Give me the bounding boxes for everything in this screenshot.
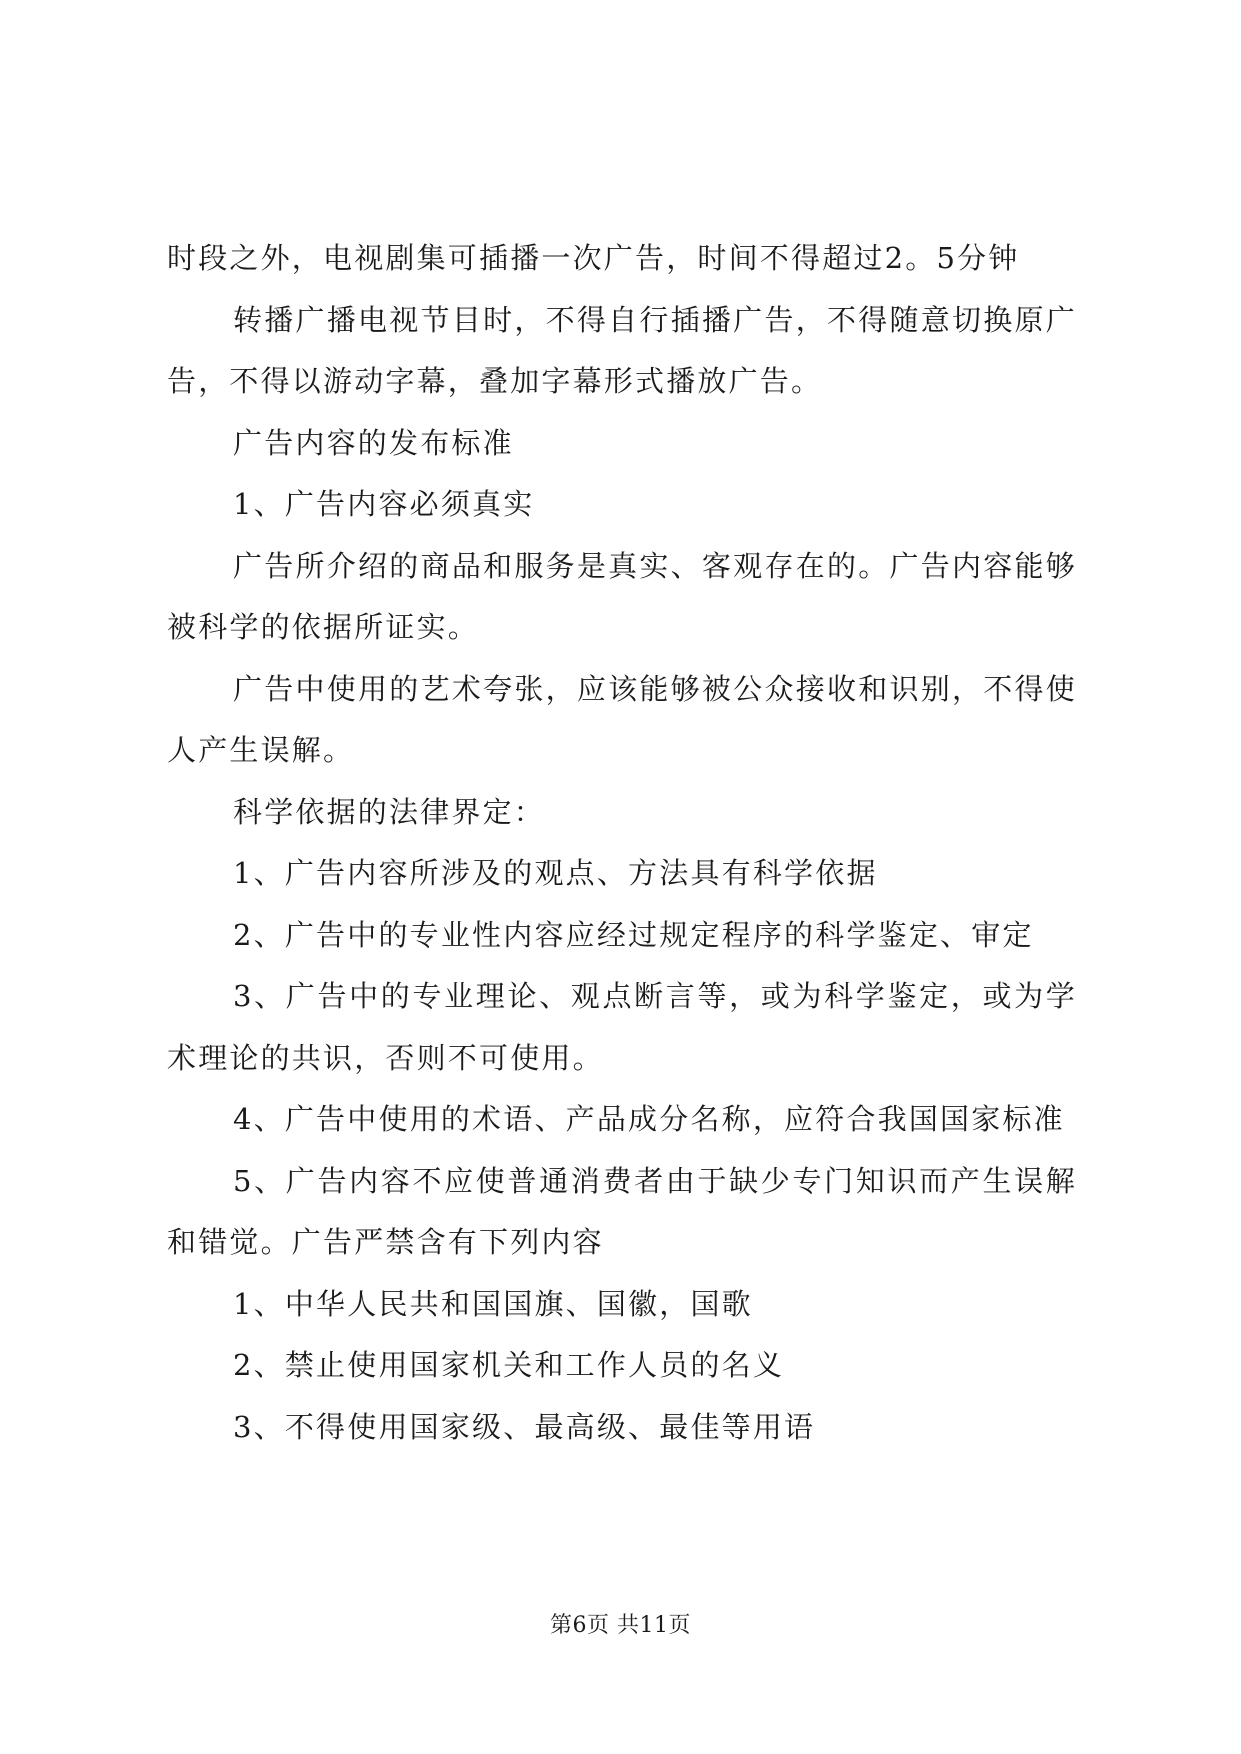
list-item: 3、广告中的专业理论、观点断言等，或为科学鉴定，或为学术理论的共识，否则不可使用。 [167,979,1077,1075]
list-item: 5、广告内容不应使普通消费者由于缺少专门知识而产生误解和错觉。广告严禁含有下列内容 [167,1163,1077,1259]
section-heading: 广告内容的发布标准 [233,425,514,460]
paragraph: 广告所介绍的商品和服务是真实、客观存在的。广告内容能够被科学的依据所证实。 [167,548,1077,644]
list-item: 3、不得使用国家级、最高级、最佳等用语 [233,1409,816,1444]
list-item: 4、广告中使用的术语、产品成分名称，应符合我国国家标准 [233,1102,1065,1136]
paragraph: 广告中使用的艺术夸张，应该能够被公众接收和识别，不得使人产生误解。 [167,671,1077,767]
page-number-footer: 第6页 共11页 [550,1613,691,1638]
paragraph: 时段之外，电视剧集可插播一次广告，时间不得超过2。5分钟 [167,241,1020,275]
list-item: 1、中华人民共和国国旗、国徽，国歌 [233,1286,753,1321]
list-item: 1、广告内容必须真实 [233,487,535,521]
list-item: 2、广告中的专业性内容应经过规定程序的科学鉴定、审定 [233,917,1034,952]
list-item: 2、禁止使用国家机关和工作人员的名义 [233,1348,785,1382]
list-item: 1、广告内容所涉及的观点、方法具有科学依据 [233,856,878,890]
paragraph: 转播广播电视节目时，不得自行插播广告，不得随意切换原广告，不得以游动字幕，叠加字幕形式播放广告。 [167,302,1077,398]
section-heading: 科学依据的法律界定： [233,794,546,829]
document-body [167,228,1077,1458]
